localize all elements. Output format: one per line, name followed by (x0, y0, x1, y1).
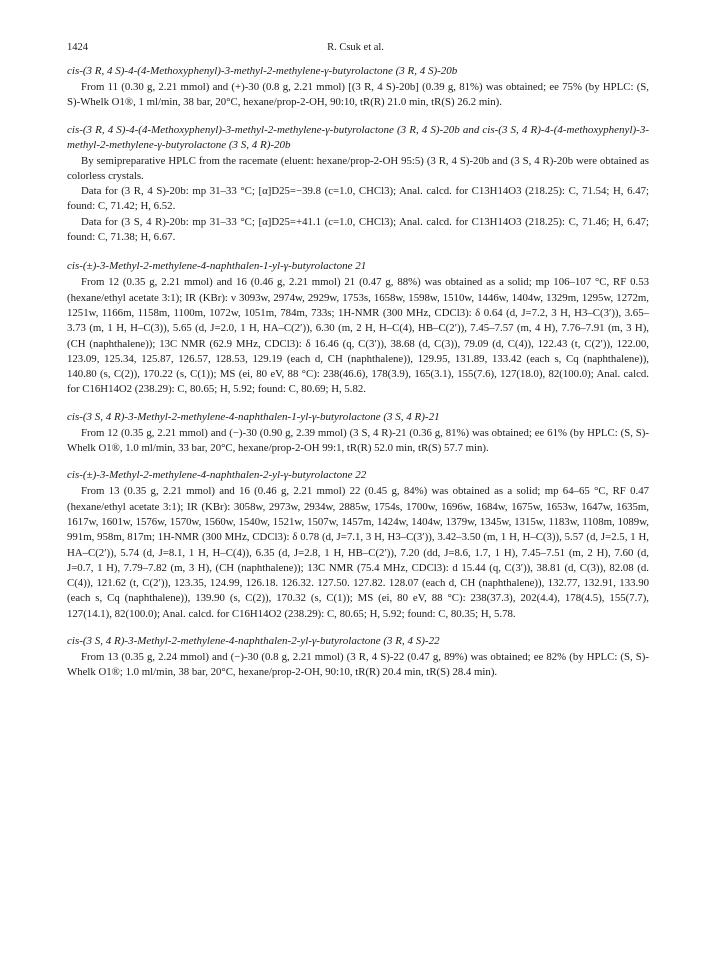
section-title: cis-(±)-3-Methyl-2-methylene-4-naphthalen-1-yl-γ-butyrolactone 21 (67, 260, 367, 273)
section-21-racemate (67, 259, 649, 397)
paragraph: From 11 (0.30 g, 2.21 mmol) and (+)-30 (0.8 g, 2.21 mmol) [(3 R, 4 S)-20b] (0.39 g, 81%) was obtained; ee 75% (by HPLC: (S, S)-Whelk O1®, 1 ml/min, 38 bar, 20°C, hexane/prop-2-OH, 90:10, tR(R) 21.0 min, tR(S) 26.2 min). (67, 81, 649, 109)
paragraph: Data for (3 S, 4 R)-20b: mp 31–33 °C; [α]D25=+41.1 (c=1.0, CHCl3); Anal. calcd. for C13H14O3 (218.25): C, 71.46; H, 6.47; found: C, 71.38; H, 6.67. (67, 215, 649, 244)
page-number: 1424 (67, 42, 88, 53)
section-title: cis-(3 R, 4 S)-4-(4-Methoxyphenyl)-3-methyl-2-methylene-γ-butyrolactone (3 R, 4 S)-20b and cis-(3 S, 4 R)-4-(4-methoxyphenyl)-3-methyl-2-methylene-γ-butyrolactone (3 S, 4 R)-20b (67, 123, 649, 151)
paragraph: From 12 (0.35 g, 2.21 mmol) and 16 (0.46 g, 2.21 mmol) 21 (0.47 g, 88%) was obtained as a solid; mp 106–107 °C, RF 0.53 (hexane/ethyl acetate 3:1); IR (KBr): ν 3093w, 2974w, 2929w, 1753s, 1658w, 1598w, 1510w, 1446w, 1404w, 1329m, 1295w, 1272m, 1251w, 1166m, 1158m, 1100m, 1072w, 1051m, 784m, 733s; 1H-NMR (300 MHz, CDCl3): δ 0.64 (d, J=7.2, 3 H, H3–C(3′)), 3.65–3.73 (m, 1 H, H–C(3)), 5.65 (d, J=2.0, 1 H, HA–C(2′)), 6.30 (m, 2 H, H–C(4), HB–C(2′)), 7.45–7.57 (m, 4 H), 7.76–7.91 (m, 3 H), (CH (naphthalene)); 13C NMR (62.9 MHz, CDCl3): δ 16.46 (q, C(3′)), 38.68 (d, C(3)), 79.09 (d, C(4)), 122.43 (t, C(2′)), 122.00, 123.09, 125.34, 125.87, 126.57, 128.53, 129.19 (each d, CH (naphthalene)), 129.95, 131.89, 133.42 (each s, Cq (naphthalene)), 140.80 (s, C(2)), 170.22 (s, C(1)); MS (ei, 80 eV, 88 °C): 238(46.6), 178(3.9), 165(3.1), 155(7.6), 127(18.0), 82(100.0); Anal. calcd. for C16H14O2 (238.29): C, 80.65; H, 5.92; found: C, 80.69; H, 5.82. (67, 276, 649, 396)
paragraph: From 13 (0.35 g, 2.24 mmol) and (−)-30 (0.8 g, 2.21 mmol) (3 R, 4 S)-22 (0.47 g, 89%) was obtained; ee 82% (by HPLC: (S, S)-Whelk O1®; 1.0 ml/min, 38 bar, 20°C, hexane/prop-2-OH, 90:10, tR(R) 20.4 min, tR(S) 28.4 min). (67, 651, 649, 679)
running-head: R. Csuk et al. (327, 42, 384, 53)
paragraph: Data for (3 R, 4 S)-20b: mp 31–33 °C; [α]D25=−39.8 (c=1.0, CHCl3); Anal. calcd. for C13H14O3 (218.25): C, 71.54; H, 6.47; found: C, 71.42; H, 6.52. (67, 185, 649, 213)
section-20b-3R4S (67, 64, 649, 111)
section-title: cis-(±)-3-Methyl-2-methylene-4-naphthalen-2-yl-γ-butyrolactone 22 (67, 469, 367, 482)
section-21-3S4R (67, 410, 649, 457)
section-22-3R4S (67, 634, 649, 681)
section-22-racemate (67, 468, 649, 622)
paragraph: By semipreparative HPLC from the racemate (eluent: hexane/prop-2-OH 95:5) (3 R, 4 S)-20b and (3 S, 4 R)-20b were obtained as colorless crystals. (67, 154, 649, 182)
paragraph: From 12 (0.35 g, 2.21 mmol) and (−)-30 (0.90 g, 2.39 mmol) (3 S, 4 R)-21 (0.36 g, 81%) was obtained; ee 61% (by HPLC: (S, S)-Whelk O1®, 1.0 ml/min, 33 bar, 20°C, hexane/prop-2-OH 99:1, tR(R) 52.0 min, tR(S) 57.7 min). (67, 426, 649, 455)
section-20b-enantiomers (67, 123, 649, 246)
article-body (67, 64, 649, 681)
section-title: cis-(3 S, 4 R)-3-Methyl-2-methylene-4-naphthalen-1-yl-γ-butyrolactone (3 S, 4 R)-21 (67, 410, 440, 423)
section-title: cis-(3 S, 4 R)-3-Methyl-2-methylene-4-naphthalen-2-yl-γ-butyrolactone (3 R, 4 S)-22 (67, 635, 440, 648)
section-title: cis-(3 R, 4 S)-4-(4-Methoxyphenyl)-3-methyl-2-methylene-γ-butyrolactone (3 R, 4 S)-20b (67, 65, 458, 77)
paragraph: From 13 (0.35 g, 2.21 mmol) and 16 (0.46 g, 2.21 mmol) 22 (0.45 g, 84%) was obtained as a solid; mp 64–65 °C, RF 0.47 (hexane/ethyl acetate 3:1); IR (KBr): 3058w, 2973w, 2934w, 2885w, 1754s, 1700w, 1696w, 1684w, 1675w, 1653w, 1647w, 1635m, 1617w, 1601w, 1576w, 1570w, 1560w, 1540w, 1521w, 1507w, 1457m, 1424w, 1404w, 1379w, 1345w, 1315w, 1183w, 1108m, 1089w, 991m, 958m, 817m; 1H-NMR (300 MHz, CDCl3): δ 0.78 (d, J=7.1, 3 H, H3–C(3′)), 3.42–3.50 (m, 1 H, H–C(3)), 5.57 (d, J=2.5, 1 H, HA–C(2′)), 5.74 (d, J=8.1, 1 H, H–C(4)), 6.35 (d, J=2.8, 1 H, HB–C(2′)), 7.20 (dd, J=8.6, 1.7, 1 H), 7.45–7.51 (m, 2 H), 7.60 (d, J=0.7, 1 H), 7.79–7.82 (m, 3 H), (CH (naphthalene)); 13C NMR (75.4 MHz, CDCl3): d 15.44 (q, C(3′)), 38.81 (d, C(3)), 82.08 (d. C(4)), 121.62 (t, C(2′)), 123.35, 124.99, 126.18. 126.32. 127.50. 127.82. 128.07 (each d, CH (naphthalene)), 132.77, 132.91, 133.90 (each s, Cq (naphthalene)), 139.90 (s, C(2)), 170.32 (s, C(1)); MS (ei, 80 eV, 88 °C): 238(37.3), 202(4.4), 178(4.5), 155(7.7), 127(14.1), 82(100.0); Anal. calcd. for C16H14O2 (238.29): C, 80.65; H, 5.92; found: C, 80.35; H, 5.78. (67, 485, 649, 620)
